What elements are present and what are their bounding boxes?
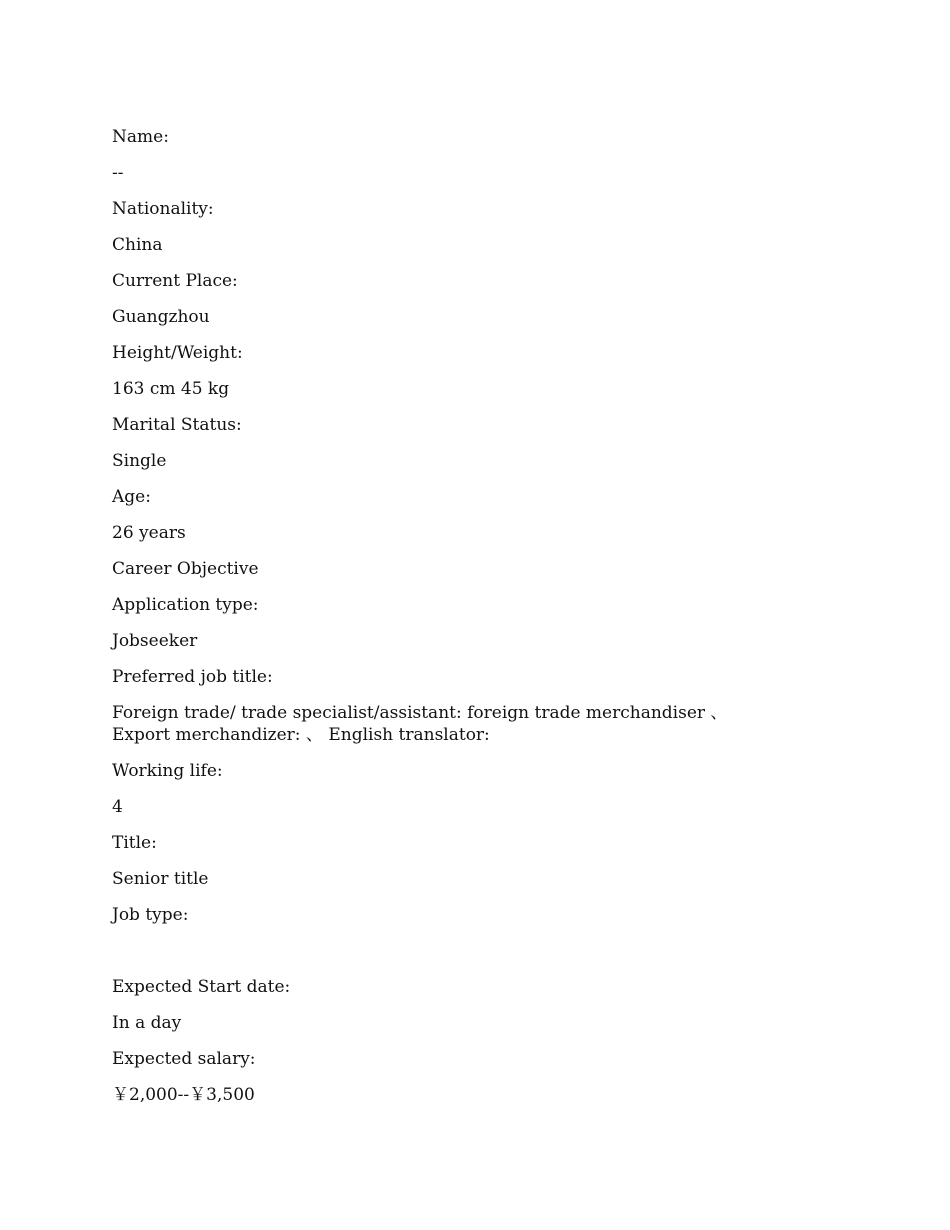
expected-start-date-label: Expected Start date: [112,977,291,997]
preferred-job-title-label: Preferred job title: [112,667,273,687]
nationality-label: Nationality: [112,199,214,219]
expected-salary-label: Expected salary: [112,1049,256,1069]
application-type-value: Jobseeker [112,631,198,651]
job-type-value [112,940,772,962]
working-life-label: Working life: [112,761,223,781]
current-place-label: Current Place: [112,271,238,291]
expected-salary-value: ￥2,000--￥3,500 [112,1085,255,1105]
expected-start-date-value: In a day [112,1013,182,1033]
career-objective-heading: Career Objective [112,559,259,579]
marital-status-value: Single [112,451,167,471]
height-weight-value: 163 cm 45 kg [112,379,230,399]
resume-document [112,126,772,1120]
application-type-label: Application type: [112,595,259,615]
nationality-value: China [112,235,163,255]
name-value: -- [112,163,124,183]
title-label: Title: [112,833,157,853]
title-value: Senior title [112,869,209,889]
working-life-value: 4 [112,797,123,817]
preferred-job-title-value: Foreign trade/ trade specialist/assistant: foreign trade merchandiser 、 Export merchandizer: 、 English translator: [112,703,733,745]
height-weight-label: Height/Weight: [112,343,243,363]
age-label: Age: [112,487,151,507]
name-label: Name: [112,127,169,147]
job-type-label: Job type: [112,905,189,925]
age-value: 26 years [112,523,186,543]
marital-status-label: Marital Status: [112,415,242,435]
current-place-value: Guangzhou [112,307,210,327]
